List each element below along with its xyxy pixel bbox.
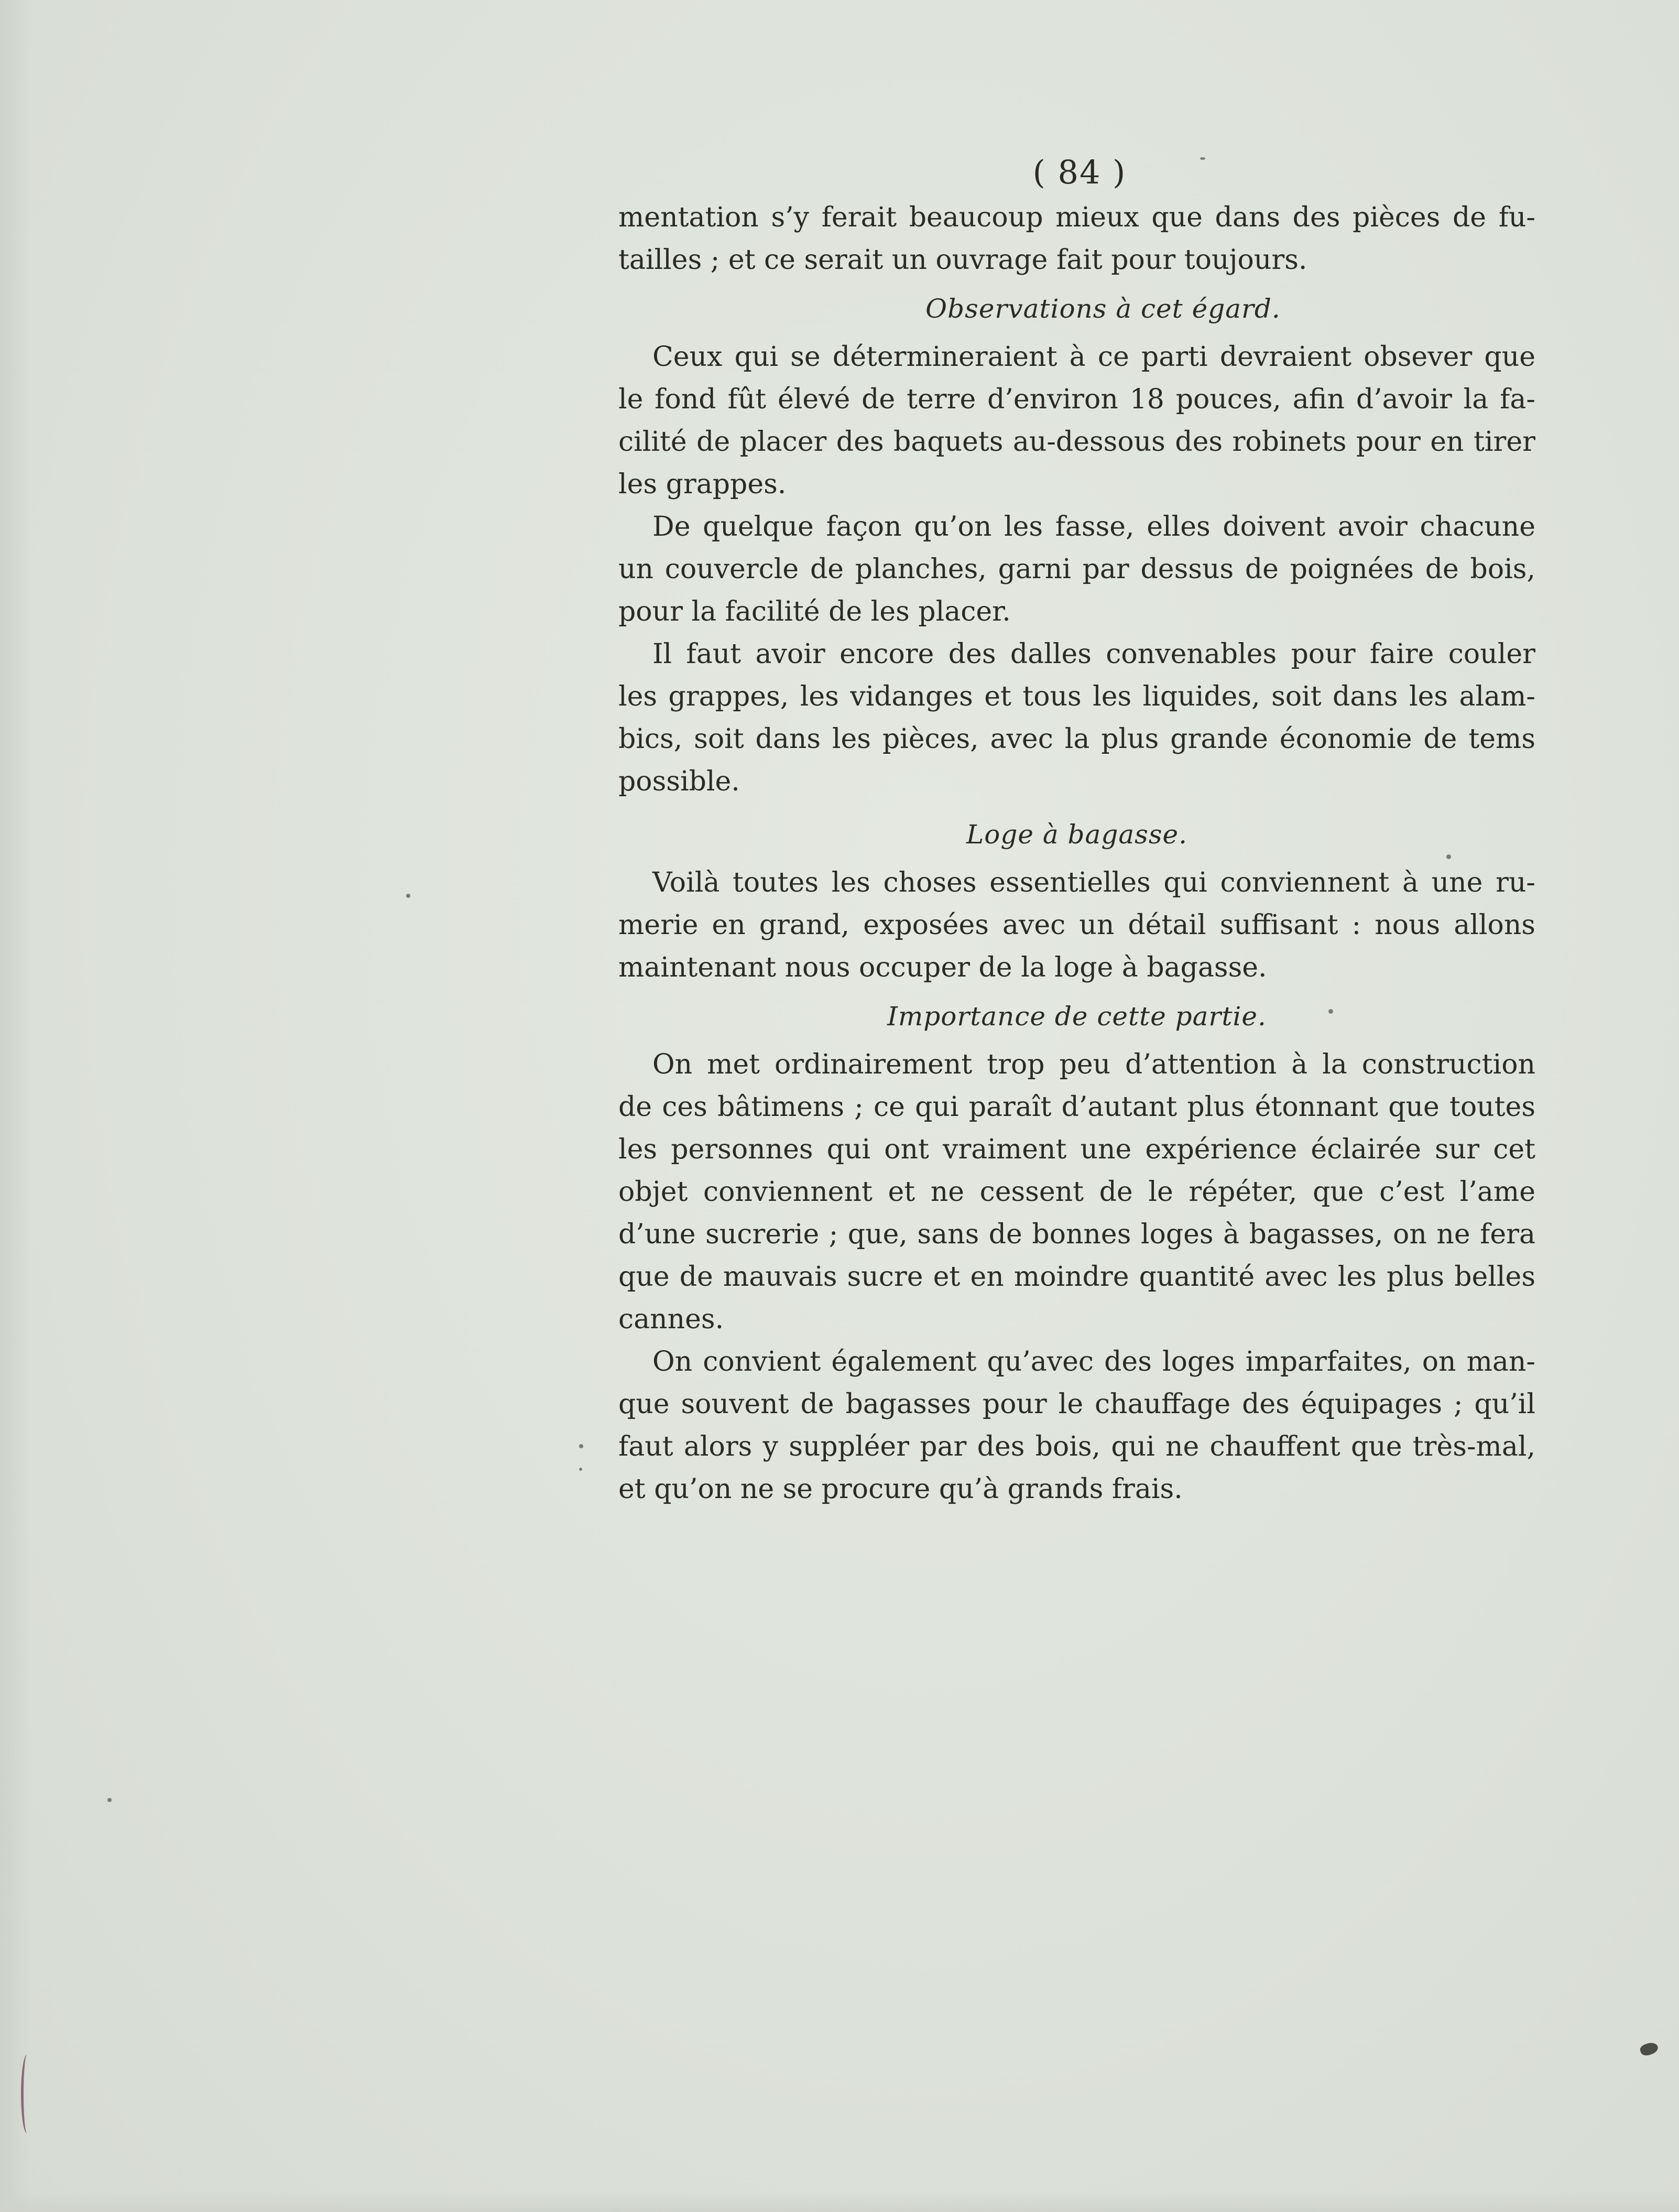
paper-bottom-edge: [0, 2191, 1679, 2212]
text-line: bics, soit dans les pièces, avec la plus grande économie de tems: [618, 723, 1535, 755]
paper-speck: [579, 1468, 582, 1471]
text-line: que souvent de bagasses pour le chauffage des équipages ; qu’il: [618, 1389, 1535, 1420]
paper-speck: [579, 1444, 583, 1448]
ink-stain: [21, 2055, 33, 2133]
text-line: Ceux qui se détermineraient à ce parti devraient obsever que: [652, 341, 1535, 373]
section-heading-importance: Importance de cette partie.: [887, 1001, 1267, 1032]
section-heading-loge: Loge à bagasse.: [966, 819, 1187, 850]
text-line: mentation s’y ferait beaucoup mieux que dans des pièces de fu-: [618, 202, 1535, 233]
paper-speck: [1200, 157, 1205, 160]
text-line: Il faut avoir encore des dalles convenables pour faire couler: [652, 638, 1535, 670]
paper-speck: [107, 1798, 112, 1802]
text-line: cilité de placer des baquets au-dessous des robinets pour en tirer: [618, 426, 1535, 458]
text-line: possible.: [618, 766, 740, 797]
ink-smudge: [1639, 2041, 1659, 2057]
text-line: De quelque façon qu’on les fasse, elles doivent avoir chacune: [652, 511, 1535, 543]
text-line: les personnes qui ont vraiment une expérience éclairée sur cet: [618, 1134, 1535, 1165]
text-line: les grappes, les vidanges et tous les liquides, soit dans les alam-: [618, 681, 1535, 712]
text-line: un couvercle de planches, garni par dessus de poignées de bois,: [618, 554, 1535, 585]
text-line: On convient également qu’avec des loges imparfaites, on man-: [652, 1346, 1535, 1378]
page-body: [618, 197, 1535, 1511]
text-line: pour la facilité de les placer.: [618, 596, 1011, 627]
paper-speck: [1446, 854, 1451, 859]
spacer: [618, 803, 1535, 807]
paper-speck: [1328, 1009, 1333, 1014]
text-line: tailles ; et ce serait un ouvrage fait pour toujours.: [618, 244, 1307, 276]
text-line: et qu’on ne se procure qu’à grands frais.: [618, 1473, 1183, 1505]
text-line: d’une sucrerie ; que, sans de bonnes loges à bagasses, on ne fera: [618, 1219, 1535, 1250]
paper-speck: [406, 894, 410, 898]
text-line: Voilà toutes les choses essentielles qui conviennent à une ru-: [652, 867, 1535, 898]
paper-left-edge: [0, 0, 31, 2212]
text-line: objet conviennent et ne cessent de le répéter, que c’est l’ame: [618, 1176, 1535, 1208]
text-line: que de mauvais sucre et en moindre quantité avec les plus belles: [618, 1261, 1535, 1293]
text-line: le fond fût élevé de terre d’environ 18 pouces, afin d’avoir la fa-: [618, 384, 1535, 415]
text-line: les grappes.: [618, 469, 787, 500]
text-line: merie en grand, exposées avec un détail suffisant : nous allons: [618, 909, 1535, 941]
text-line: cannes.: [618, 1304, 724, 1335]
text-line: On met ordinairement trop peu d’attention à la construction: [652, 1049, 1535, 1080]
text-line: maintenant nous occuper de la loge à bagasse.: [618, 952, 1267, 983]
page-number: ( 84 ): [1032, 153, 1127, 191]
text-line: faut alors y suppléer par des bois, qui ne chauffent que très-mal,: [618, 1431, 1535, 1462]
text-line: de ces bâtimens ; ce qui paraît d’autant plus étonnant que toutes: [618, 1091, 1535, 1123]
section-heading-observations: Observations à cet égard.: [925, 294, 1281, 324]
